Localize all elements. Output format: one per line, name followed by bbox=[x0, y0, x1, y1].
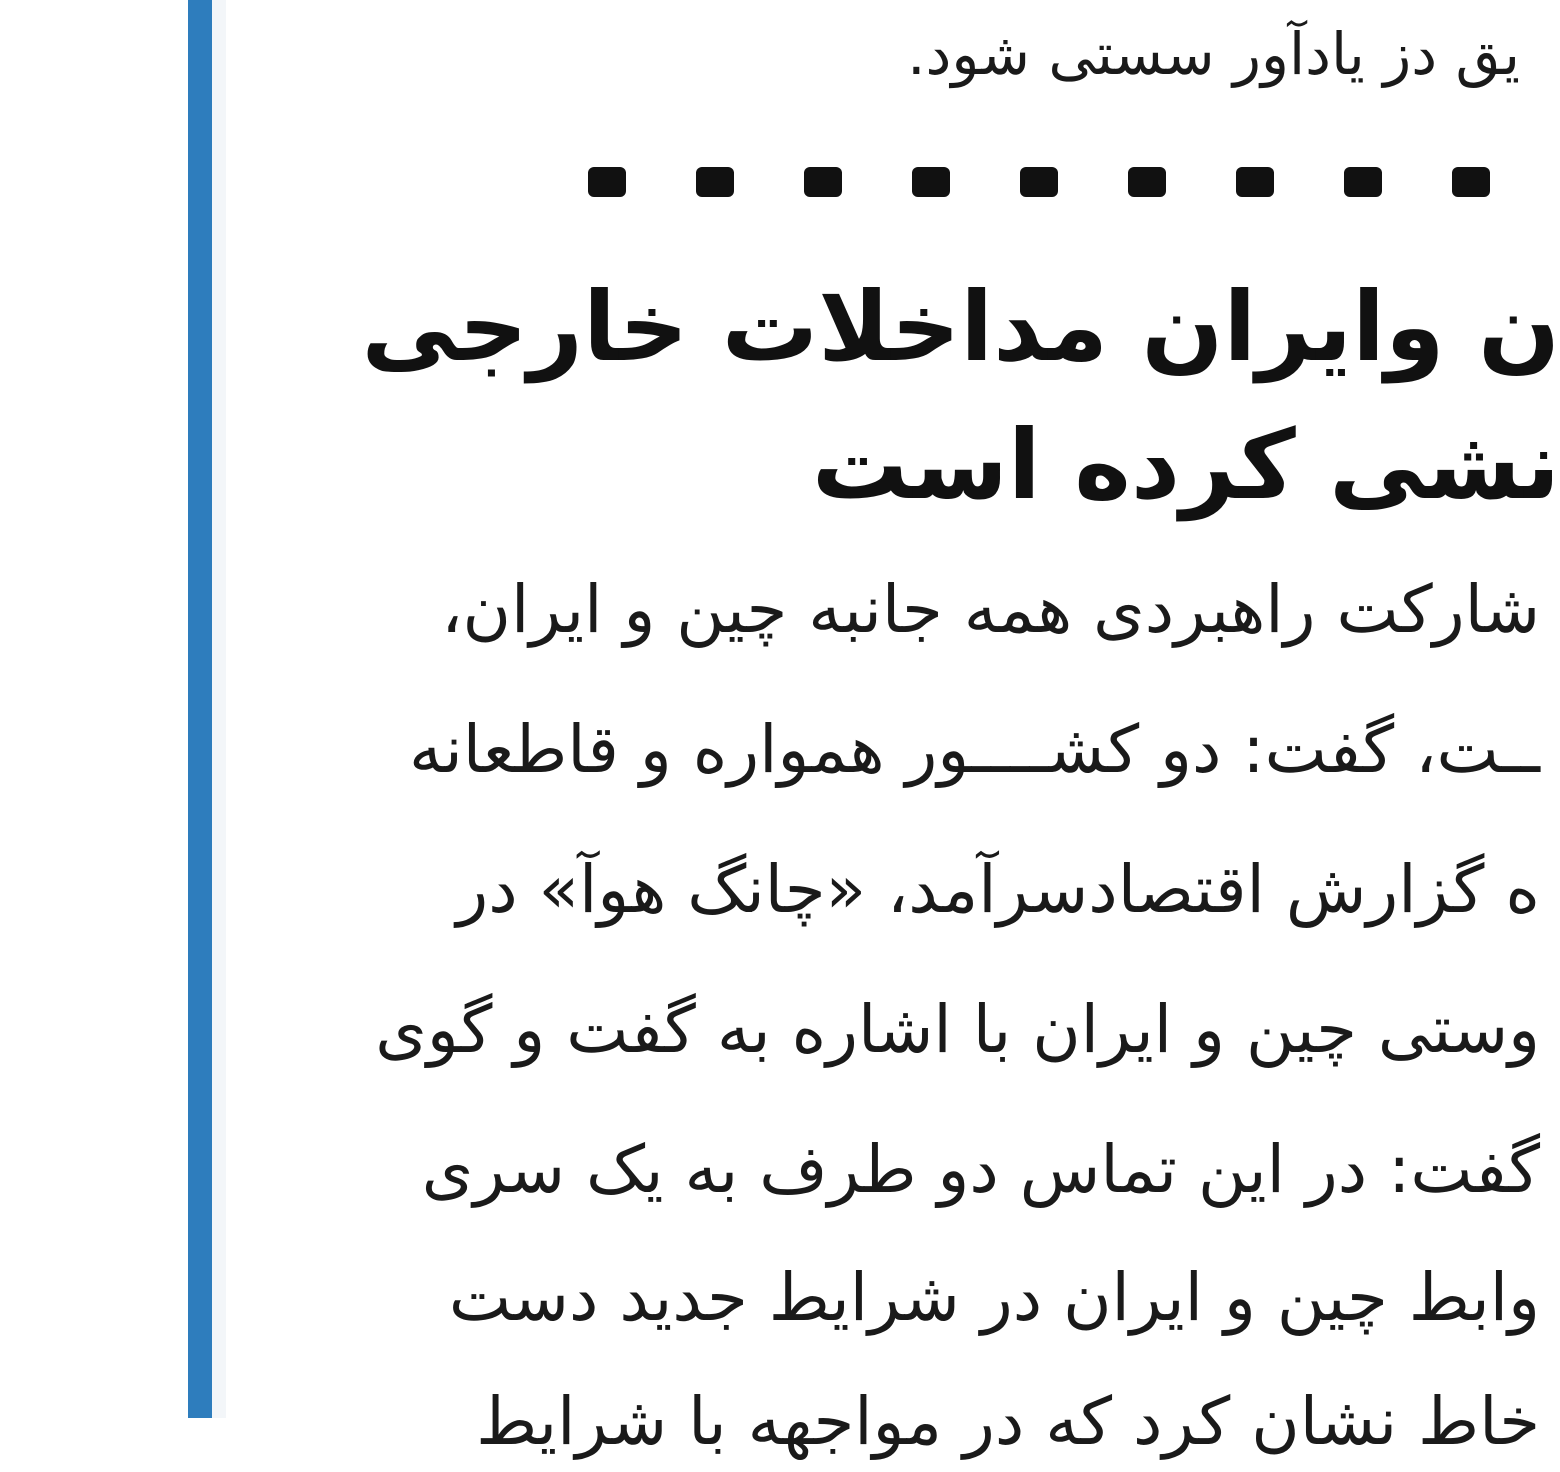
dotted-separator bbox=[540, 160, 1500, 204]
separator-dot bbox=[1128, 167, 1166, 197]
separator-dot bbox=[1344, 167, 1382, 197]
article-column bbox=[226, 0, 1560, 1460]
column-rule-shadow bbox=[212, 0, 226, 1418]
article-body-line-2: ــت، گفت: دو کشــــور همواره و قاطعانه bbox=[409, 711, 1540, 788]
article-body-line-3: ه گزارش اقتصادسرآمد، «چانگ هوآ» در bbox=[456, 851, 1540, 928]
article-body-line-4: وستی چین و ایران با اشاره به گفت و گوی bbox=[375, 991, 1540, 1068]
previous-article-tail: یق دز یادآور سستی شود. bbox=[907, 20, 1520, 88]
page-margin bbox=[0, 0, 188, 1418]
separator-dot bbox=[1452, 167, 1490, 197]
article-body-line-6: وابط چین و ایران در شرایط جدید دست bbox=[448, 1259, 1540, 1336]
separator-dot bbox=[1236, 167, 1274, 197]
article-body-line-5: گفت: در این تماس دو طرف به یک سری bbox=[421, 1131, 1540, 1208]
article-body-line-7: خاط نشان کرد که در مواجهه با شرایط bbox=[476, 1383, 1540, 1460]
separator-dot bbox=[588, 167, 626, 197]
separator-dot bbox=[1020, 167, 1058, 197]
separator-dot bbox=[804, 167, 842, 197]
article-headline-line-2: نشی کرده است bbox=[811, 409, 1560, 521]
article-headline-line-1: ن وایران مداخلات خارجی bbox=[361, 271, 1560, 383]
separator-dot bbox=[912, 167, 950, 197]
separator-dot bbox=[696, 167, 734, 197]
column-rule bbox=[188, 0, 212, 1418]
article-body-line-1: شارکت راهبردی همه جانبه چین و ایران، bbox=[441, 571, 1540, 648]
